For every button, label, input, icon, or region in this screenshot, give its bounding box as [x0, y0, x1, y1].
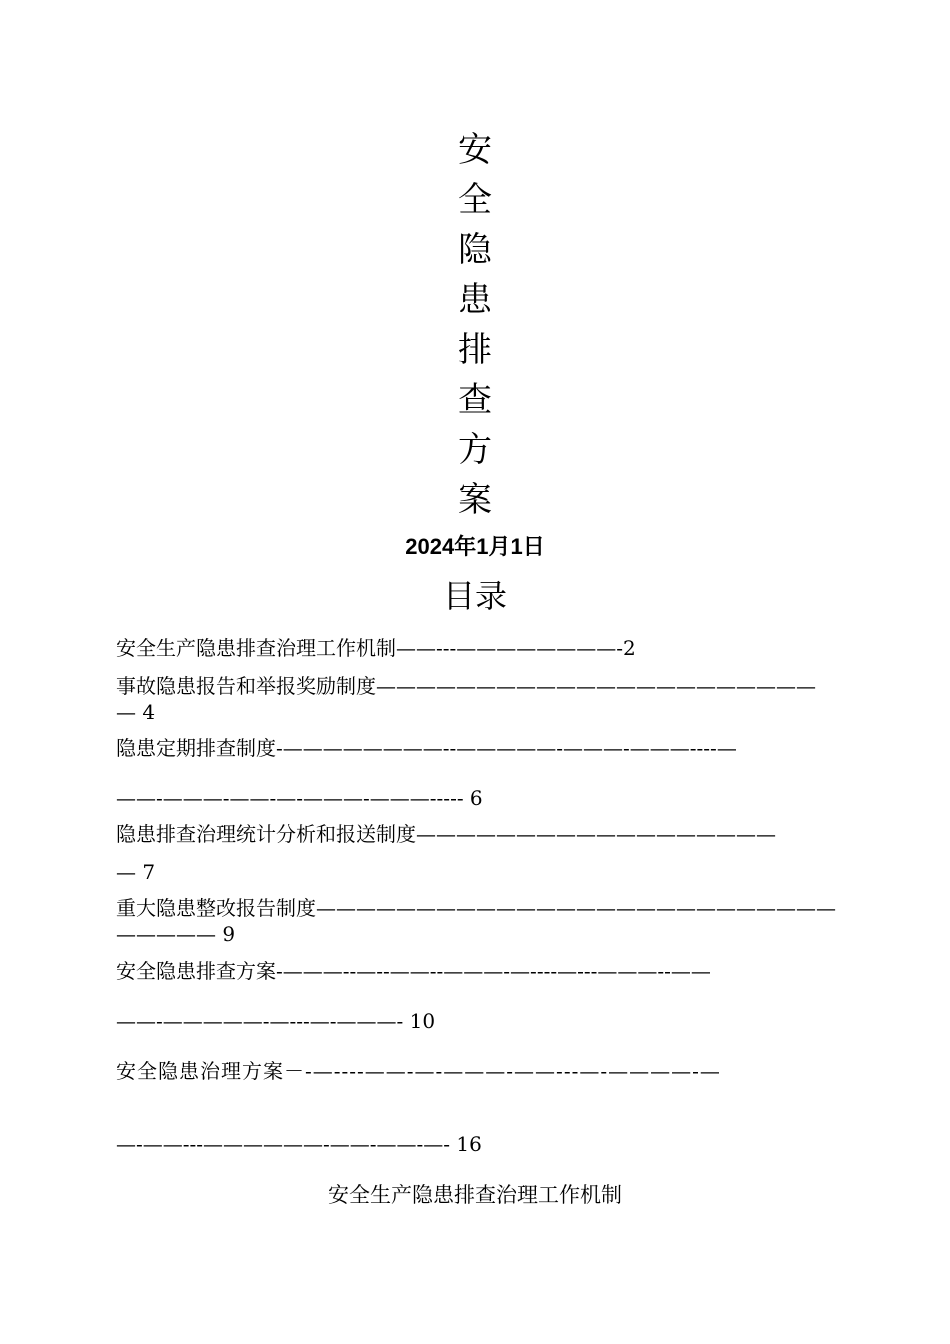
cover-title-char: 安: [458, 130, 492, 170]
toc-entry-line-cont[interactable]: ——-—————-—---—-———- 10: [116, 1009, 436, 1033]
cover-title-char: 方: [458, 430, 492, 470]
cover-title-char: 隐: [458, 230, 492, 270]
section-title: 安全生产隐患排查治理工作机制: [328, 1183, 622, 1207]
toc-entry-line-cont[interactable]: —-——---——————-——-——-—- 16: [116, 1132, 482, 1156]
toc-entry-line-cont[interactable]: ——-———-——-—-———-———----- 6: [116, 786, 483, 810]
toc-entry-line[interactable]: 重大隐患整改报告制度——————————————————————————: [116, 896, 836, 920]
toc-entry-line[interactable]: 安全生产隐患排查治理工作机制——---————————-2: [116, 636, 636, 660]
toc-entry-line[interactable]: 安全隐患排查方案-———--—--——--———-—----—---———--——: [116, 959, 711, 983]
toc-entry-line-cont[interactable]: ————— 9: [116, 922, 236, 946]
toc-entry-line[interactable]: 隐患定期排查制度-————————--—————-———-———----—: [116, 736, 737, 760]
toc-heading: 目录: [442, 577, 507, 615]
cover-title-char: 全: [458, 180, 492, 220]
toc-entry-line-cont[interactable]: — 4: [116, 700, 156, 724]
cover-title-char: 排: [458, 330, 492, 370]
toc-entry-line[interactable]: 隐患排查治理统计分析和报送制度——————————————————: [116, 822, 776, 846]
toc-entry-line[interactable]: 事故隐患报告和举报奖励制度——————————————————————: [116, 674, 816, 698]
toc-entry-line-cont[interactable]: — 7: [116, 860, 156, 884]
cover-title-char: 查: [458, 380, 492, 420]
cover-date: 2024年1月1日: [405, 534, 545, 559]
cover-title-char: 案: [458, 480, 492, 520]
cover-title-char: 患: [458, 280, 492, 320]
toc-entry-line[interactable]: 安全隐患治理方案－-—----——-—-———-——---—-————-—: [116, 1059, 721, 1083]
